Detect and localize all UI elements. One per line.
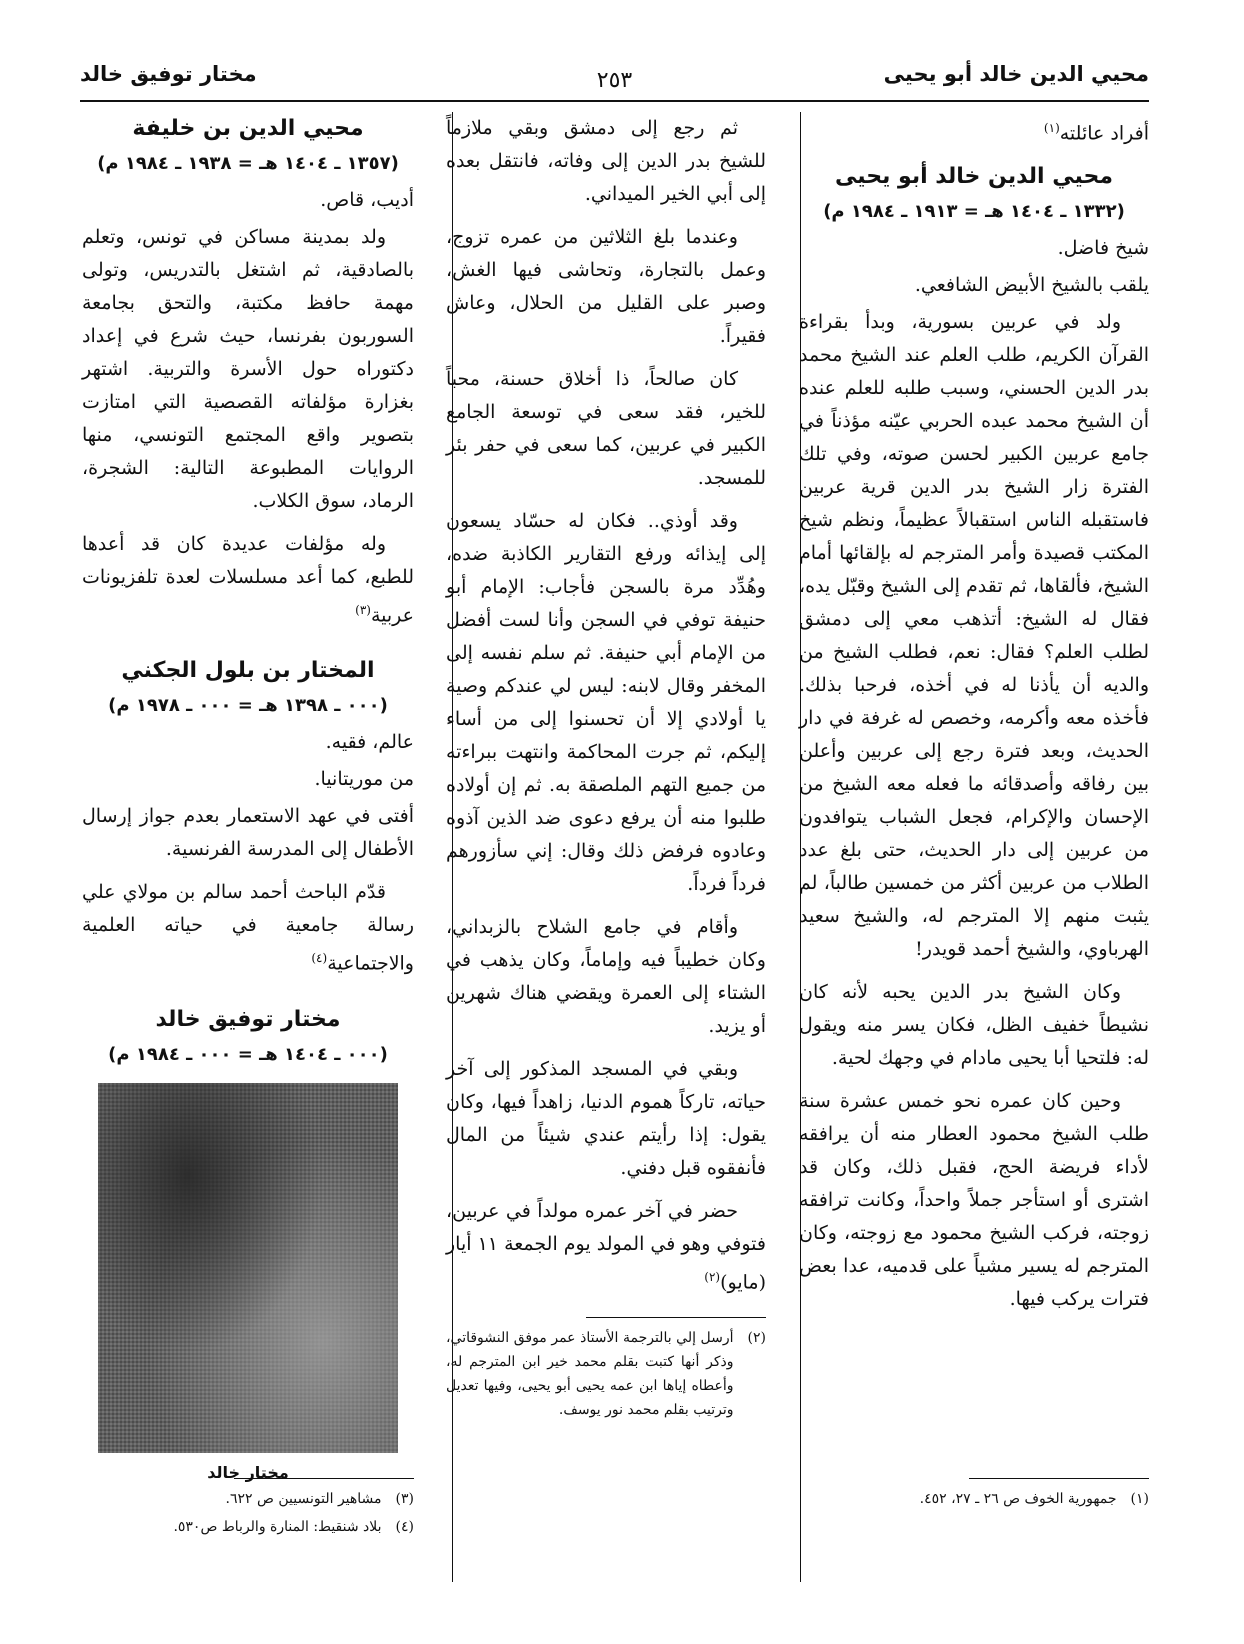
paragraph: وبقي في المسجد المذكور إلى آخر حياته، تاركاً هموم الدنيا، زاهداً فيها، وكان يقول: إذا رأيتم عندي شيئاً من المال فأنفقوه قبل دفني. bbox=[446, 1058, 766, 1179]
left-column bbox=[82, 112, 414, 1482]
portrait-photo bbox=[98, 1083, 398, 1453]
photo-caption: مختار خالد bbox=[207, 1462, 289, 1482]
entry-description: أديب، قاص. bbox=[320, 189, 414, 211]
page-number: ٢٥٣ bbox=[596, 68, 633, 93]
entry-dates: (٠٠٠ ـ ١٣٩٨ هـ = ٠٠٠ ـ ١٩٧٨ م) bbox=[108, 695, 388, 717]
paragraph: ثم رجع إلى دمشق وبقي ملازماً للشيخ بدر الدين إلى وفاته، فانتقل بعده إلى أبي الخير الميداني. bbox=[446, 117, 766, 205]
entry-description: شيخ فاضل. bbox=[1057, 237, 1149, 260]
footnote-number: (٢) bbox=[747, 1330, 766, 1347]
paragraph: وأقام في جامع الشلاح بالزبداني، وكان خطيباً فيه وإماماً، وكان يذهب في الشتاء إلى العمرة ويقضي هناك شهرين أو يزيد. bbox=[446, 916, 766, 1037]
footnote bbox=[809, 1487, 1149, 1511]
footnote-text: بلاد شنقيط: المنارة والرباط ص٥٣٠. bbox=[173, 1519, 382, 1535]
footnote-ref: (١) bbox=[1043, 121, 1060, 135]
paragraph: ولد في عربين بسورية، وبدأ بقراءة القرآن الكريم، طلب العلم عند الشيخ محمد بدر الدين الحسني، وسبب طلبه للعلم عنده أن الشيخ محمد عبده الحربي عيّنه مؤذناً في جامع عربين الكبير لحسن صوته، وفي تلك الفترة زار الشيخ بدر الدين قرية عربين فاستقبله الناس استقبالاً عظيماً، ونظم شيخ المكتب قصيدة وأمر المترجم له بإلقائها أمام الشيخ، فألقاها، ثم تقدم إلى الشيخ وقبّل يده، فقال له الشيخ: أتذهب معي إلى دمشق لطلب العلم؟ فقال: نعم، فطلب الشيخ من والديه أن يأذنا له في أخذه، فرحبا بذلك. فأخذه معه وأكرمه، وخصص له غرفة في دار الحديث، وبعد فترة رجع إلى عربين وأعلن بين رفاقه وأصدقائه ما فعله معه الشيخ من الإحسان والإكرام، فجعل الشباب يتوافدون من عربين إلى دار الحديث، حتى بلغ عدد الطلاب من عربين أكثر من خمسين طالباً، لم يثبت منهم إلا المترجم له، والشيخ سعيد الهرباوي، والشيخ أحمد قويدر! bbox=[799, 311, 1149, 961]
entry-title: محيي الدين بن خليفة bbox=[132, 116, 364, 141]
footnote-rule bbox=[234, 1478, 414, 1479]
entry-dates: (٠٠٠ ـ ١٤٠٤ هـ = ٠٠٠ ـ ١٩٨٤ م) bbox=[108, 1043, 388, 1065]
entry-origin: من موريتانيا. bbox=[314, 768, 414, 791]
paragraph: وقد أوذي.. فكان له حسّاد يسعون إلى إيذائه ورفع التقارير الكاذبة ضده، وهُدِّد مرة بالسجن فأجاب: الإمام أبو حنيفة توفي في السجن وأنا لست أفضل من الإمام أبي حنيفة. ثم سلم نفسه إلى المخفر وقال لابنه: ليس لي عندكم وصية يا أولادي إلا أن تحسنوا إلى من أساء إليكم، ثم جرت المحاكمة وانتهت ببراءته من جميع التهم الملصقة به. ثم إن أولاده طلبوا منه أن يرفع دعوى ضد الذين آذوه وعادوه فرفض ذلك وقال: إني سأزورهم فرداً فرداً. bbox=[446, 510, 766, 895]
footnote-ref: (٤) bbox=[311, 951, 328, 966]
paragraph: وله مؤلفات عديدة كان قد أعدها للطبع، كما أعد مسلسلات لعدة تلفزيونات عربية$^{(٣)}$ bbox=[82, 533, 414, 627]
left-footnotes bbox=[82, 1460, 414, 1543]
footnote bbox=[82, 1515, 414, 1539]
footnote bbox=[82, 1487, 414, 1511]
entry-nickname: يلقب بالشيخ الأبيض الشافعي. bbox=[914, 274, 1149, 297]
footnote-ref: (٣) bbox=[355, 603, 371, 617]
header-right-title: محيي الدين خالد أبو يحيى bbox=[883, 62, 1149, 86]
footnote-text: أرسل إلي بالترجمة الأستاذ عمر موفق النشوقاتي، وذكر أنها كتبت بقلم محمد خير ابن المترجم له، وأعطاه إياها ابن عمه يحيى أبو يحيى، وفيها تعديل وترتيب بقلم محمد نور يوسف. bbox=[446, 1330, 734, 1419]
entry-title: المختار بن بلول الجكني bbox=[121, 658, 375, 684]
paragraph: حضر في آخر عمره مولداً في عربين، فتوفي وهو في المولد يوم الجمعة ١١ أيار (مايو)$^{(٢)}$ bbox=[446, 1200, 766, 1294]
footnote-text: مشاهير التونسيين ص ٦٢٢. bbox=[225, 1491, 382, 1507]
footnote-text: جمهورية الخوف ص ٢٦ ـ ٢٧، ٤٥٢. bbox=[919, 1491, 1117, 1507]
paragraph: ولد بمدينة مساكن في تونس، وتعلم بالصادقية، ثم اشتغل بالتدريس، وتولى مهمة حافظ مكتبة، والتحق بجامعة السوربون بفرنسا، حيث شرع في إعداد دكتوراه حول الأسرة والتربية. اشتهر بغزارة مؤلفاته القصصية التي امتازت بتصوير واقع المجتمع التونسي، منها الروايات المطبوعة التالية: الشجرة، الرماد، سوق الكلاب. bbox=[82, 226, 414, 512]
entry-description: عالم، فقيه. bbox=[325, 731, 414, 754]
header-left-title: مختار توفيق خالد bbox=[80, 62, 257, 86]
portrait-figure bbox=[98, 1083, 398, 1482]
footnote-ref: (٢) bbox=[704, 1270, 721, 1284]
header-rule bbox=[80, 100, 1149, 102]
footnote-number: (٣) bbox=[395, 1491, 414, 1507]
footnote bbox=[446, 1326, 766, 1422]
right-footnotes bbox=[809, 1460, 1149, 1515]
paragraph: أفتى في عهد الاستعمار بعدم جواز إرسال الأطفال إلى المدرسة الفرنسية. bbox=[82, 805, 414, 861]
entry-dates: (١٣٣٢ ـ ١٤٠٤ هـ = ١٩١٣ ـ ١٩٨٤ م) bbox=[823, 201, 1125, 223]
paragraph: وعندما بلغ الثلاثين من عمره تزوج، وعمل بالتجارة، وتحاشى فيها الغش، وصبر على القليل من الحلال، وعاش فقيراً. bbox=[446, 226, 766, 347]
paragraph: وكان الشيخ بدر الدين يحبه لأنه كان نشيطاً خفيف الظل، فكان يسر منه ويقول له: فلتحيا أبا يحيى مادام في وجهك لحية. bbox=[799, 981, 1149, 1070]
entry-title: محيي الدين خالد أبو يحيى bbox=[835, 164, 1113, 190]
paragraph: وحين كان عمره نحو خمس عشرة سنة طلب الشيخ محمود العطار منه أن يرافقه لأداء فريضة الحج، فقبل ذلك، وكان قد اشترى أو استأجر جملاً واحداً، وكانت ترافقه زوجته، فركب الشيخ محمود مع زوجته، وكان المترجم له يسير مشياً على قدميه، عدا بعض فترات يركب فيها. bbox=[799, 1090, 1149, 1311]
entry-title: مختار توفيق خالد bbox=[155, 1006, 341, 1032]
carry-over-text: أفراد عائلته$^{(١)}$ bbox=[1043, 121, 1149, 145]
footnote-rule bbox=[969, 1478, 1149, 1479]
middle-column bbox=[446, 112, 766, 1426]
footnote-number: (٤) bbox=[395, 1519, 414, 1535]
footnote-rule bbox=[586, 1317, 766, 1318]
paragraph: كان صالحاً، ذا أخلاق حسنة، محباً للخير، فقد سعى في توسعة الجامع الكبير في عربين، كما سعى في حفر بئر للمسجد. bbox=[446, 368, 766, 489]
footnote-number: (١) bbox=[1130, 1491, 1149, 1507]
right-column bbox=[799, 112, 1149, 1326]
running-header bbox=[80, 58, 1149, 102]
paragraph: قدّم الباحث أحمد سالم بن مولاي علي رسالة جامعية في حياته العلمية والاجتماعية$^{(٤)}$ bbox=[82, 881, 414, 975]
entry-dates: (١٣٥٧ ـ ١٤٠٤ هـ = ١٩٣٨ ـ ١٩٨٤ م) bbox=[97, 153, 399, 174]
